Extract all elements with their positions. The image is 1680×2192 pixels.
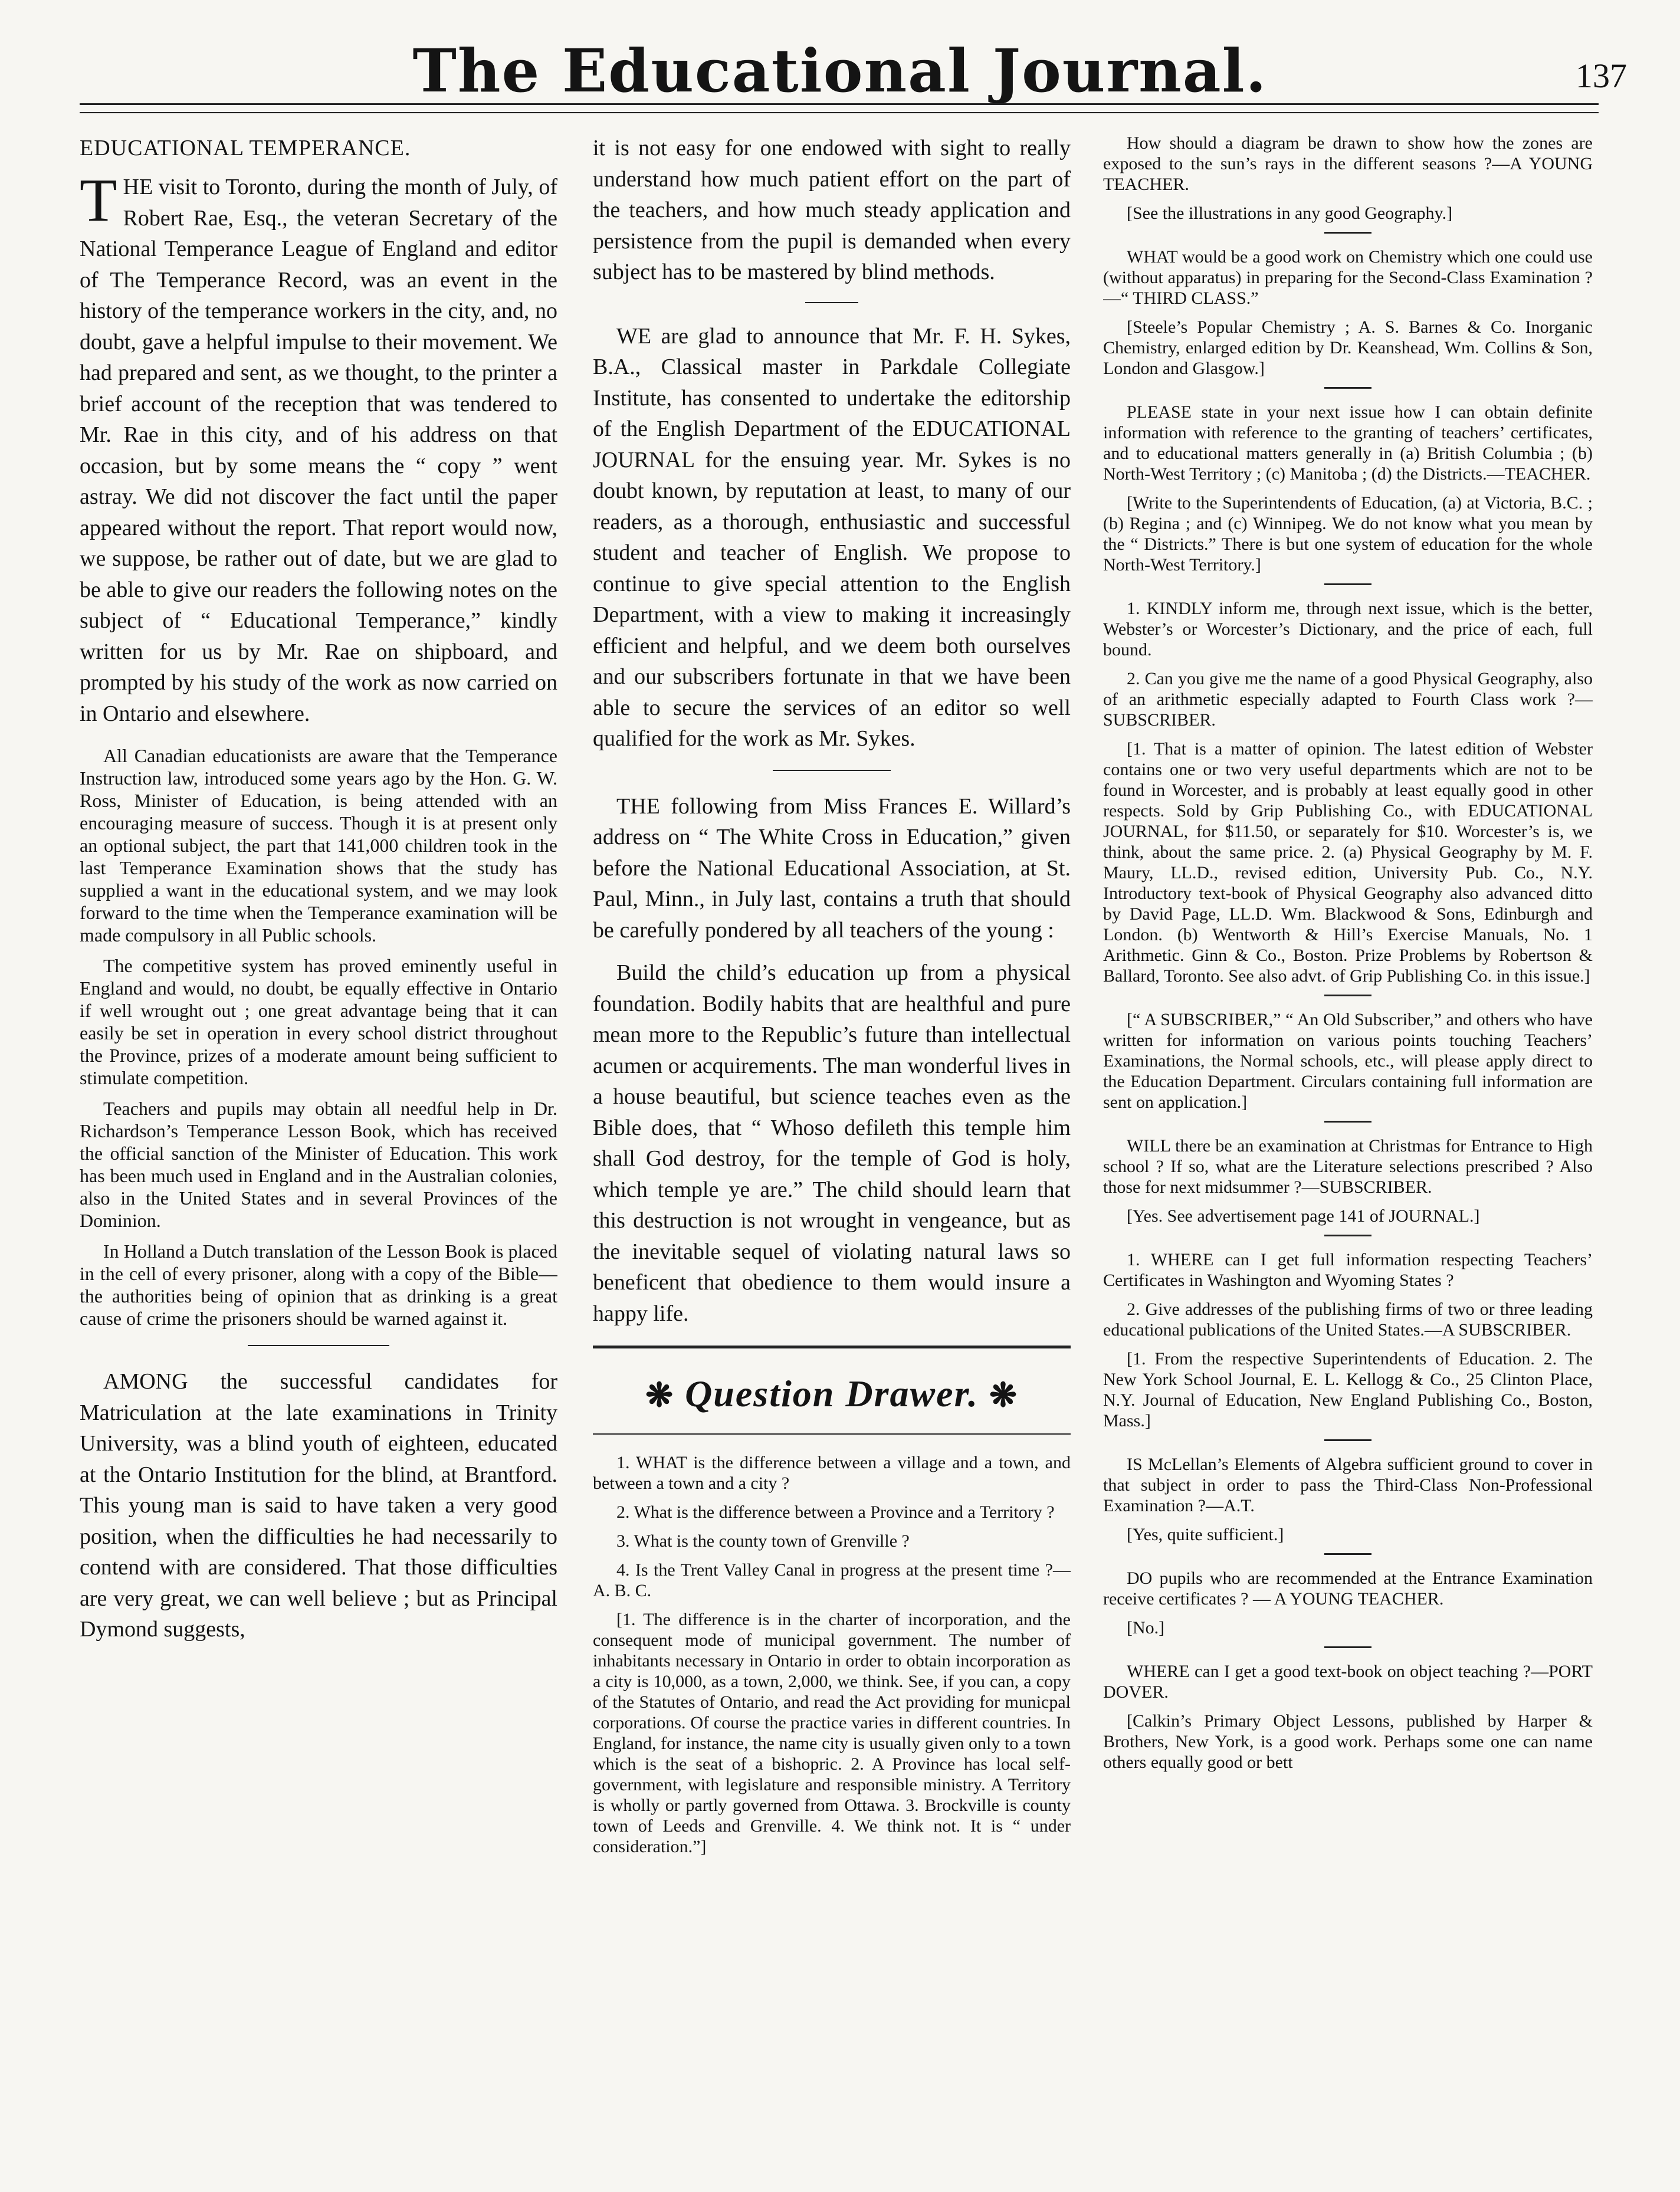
masthead-rule	[80, 103, 1599, 105]
section-divider	[248, 1345, 389, 1346]
section-divider	[773, 770, 891, 771]
answer: [No.]	[1127, 1618, 1165, 1638]
answer: [Calkin’s Primary Object Lessons, published by Harper & Brothers, New York, is a good work. Perhaps some one can name others equally good or bett	[1103, 1711, 1593, 1772]
question: 1. WHAT is the difference between a village and a town, and between a town and a city ?	[593, 1453, 1071, 1493]
answer: [1. That is a matter of opinion. The latest edition of Webster contains one or two very useful departments which are not to be found in Worcester, and is probably at least equally good in other respects. Sold by Grip Publishing Co., with EDUCATIONAL JOURNAL, for $11.50, or separately for $10. Worcester’s is, we think, about the same price. 2. (a) Physical Geography by M. F. Maury, LL.D., revised edition, University Pub. Co., N.Y. Introductory text-book of Physical Geography also advanced ditto by David Page, LL.D. Wm. Blackwood & Sons, Edinburgh and London. (b) Wentworth & Hill’s Exercise Manuals, No. 1 Arithmetic. Ginn & Co., Boston. Prize Problems by Robertson & Ballard, Toronto. See also advt. of Grip Publishing Co. in this issue.]	[1103, 739, 1593, 986]
section-divider	[1324, 583, 1371, 585]
section-divider	[805, 302, 858, 303]
question: DO pupils who are recommended at the Entrance Examination receive certificates ? — A YOUNG TEACHER.	[1103, 1568, 1593, 1609]
ornament-icon: ❋	[645, 1377, 675, 1414]
question: 2. Can you give me the name of a good Physical Geography, also of an arithmetic especially adapted to Fourth Class work ?—SUBSCRIBER.	[1103, 669, 1593, 730]
section-divider	[1324, 1235, 1371, 1236]
paragraph: WE are glad to announce that Mr. F. H. Sykes, B.A., Classical master in Parkdale Collegiate Institute, has consented to undertake the editorship of the English Department of the EDUCATIONAL JOURNAL for the ensuing year. Mr. Sykes is no doubt known, by reputation at least, to many of our readers, as a thorough, enthusiastic and successful student and teacher of English. We propose to continue to give special attention to the English Department, with a view to making it increasingly efficient and helpful, and we deem both ourselves and our subscribers fortunate in that we have been able to secure the services of an editor so well qualified for the work as Mr. Sykes.	[593, 323, 1071, 751]
block-quote: Build the child’s education up from a physical foundation. Bodily habits that are healthful and pure mean more to the Republic’s future than intellectual acumen or acquirements. The man wonderful lives in a house beautiful, but science teaches even as the Bible does, that “ Whoso defileth this temple him shall God destroy, for the temple of God is holy, which temple ye are.” The child should learn that this destruction is not wrought in vengeance, but as the inevitable sequel of violating natural laws so beneficent that obedience to them would insure a happy life.	[593, 960, 1071, 1326]
paragraph: AMONG the successful candidates for Matriculation at the late examinations in Trinity University, was a blind youth of eighteen, educated at the Ontario Institution for the blind, at Brantford. This young man is said to have taken a very good position, when the difficulties he had necessarily to contend with are considered. That those difficulties are very great, we can well believe ; but as Principal Dymond suggests,	[80, 1369, 557, 1642]
paragraph: In Holland a Dutch translation of the Lesson Book is placed in the cell of every prisoner, along with a copy of the Bible— the authorities being of opinion that as drinking is a great cause of crime the prisoners should be warned against it.	[80, 1241, 557, 1329]
paragraph: Teachers and pupils may obtain all needful help in Dr. Richardson’s Temperance Lesson Book, which has received the official sanction of the Minister of Education. This work has been much used in England and in the Australian colonies, also in the United States and in several Provinces of the Dominion.	[80, 1098, 557, 1231]
section-divider	[1324, 1646, 1371, 1648]
question: 3. What is the county town of Grenville ?	[616, 1531, 910, 1551]
question: 2. What is the difference between a Province and a Territory ?	[616, 1502, 1055, 1522]
answer: [Write to the Superintendents of Education, (a) at Victoria, B.C. ; (b) Regina ; and (c) Winnipeg. We do not know what you mean by the “ Districts.” There is but one system of education for the whole North-West Territory.]	[1103, 493, 1593, 575]
question: 1. WHERE can I get full information respecting Teachers’ Certificates in Washington and Wyoming States ?	[1103, 1250, 1593, 1290]
section-divider	[1324, 232, 1371, 234]
answer: [Yes. See advertisement page 141 of JOURNAL.]	[1127, 1206, 1480, 1226]
section-divider	[1324, 1439, 1371, 1441]
column-2	[593, 133, 1071, 2168]
section-divider	[1324, 1121, 1371, 1123]
answer: [Yes, quite sufficient.]	[1127, 1525, 1284, 1544]
notice: [“ A SUBSCRIBER,” “ An Old Subscriber,” and others who have written for information on various points touching Teachers’ Examinations, the Normal schools, etc., will please apply direct to the Education Department. Circulars containing full information are sent on application.]	[1103, 1010, 1593, 1112]
question: 4. Is the Trent Valley Canal in progress at the present time ?—A. B. C.	[593, 1560, 1071, 1600]
paragraph: The competitive system has proved eminently useful in England and would, no doubt, be equally effective in Ontario if well wrought out ; one great advantage being that it can easily be set in operation in every school district throughout the Province, prizes of a moderate amount being sufficient to stimulate competition.	[80, 955, 557, 1088]
question: How should a diagram be drawn to show how the zones are exposed to the sun’s rays in the different seasons ?—A YOUNG TEACHER.	[1103, 133, 1593, 194]
answer: [1. The difference is in the charter of incorporation, and the consequent mode of municipal government. The number of inhabitants necessary in Ontario in order to obtain incorporation as a city is 10,000, as a town, 2,000, we think. See, if you can, a copy of the Statutes of Ontario, and read the Act providing for municpal corporations. Of course the practice varies in different countries. In England, for instance, the name city is usually given only to a town which is the seat of a bishopric. 2. A Province has local self-government, with legislature and responsible ministry. A Territory is wholly or partly governed from Ottawa. 3. Brockville is county town of Leeds and Grenville. 4. We think not. It is “ under consideration.”]	[593, 1610, 1071, 1856]
ornament-icon: ❋	[989, 1377, 1018, 1414]
paragraph: All Canadian educationists are aware that the Temperance Instruction law, introduced some years ago by the Hon. G. W. Ross, Minister of Education, is being attended with an encouraging measure of success. Though it is at present only an optional subject, the part that 141,000 children took in the last Temperance Examination shows that the study has supplied a want in the educational system, and we may look forward to the time when the Temperance examination will be made compulsory in all Public schools.	[80, 745, 557, 946]
question: WHAT would be a good work on Chemistry which one could use (without apparatus) in preparing for the Second-Class Examination ?—“ THIRD CLASS.”	[1103, 247, 1593, 308]
question: PLEASE state in your next issue how I can obtain definite information with reference to the granting of teachers’ certificates, and to educational matters generally in (a) British Columbia ; (b) North-West Territory ; (c) Manitoba ; (d) the Districts.—TEACHER.	[1103, 402, 1593, 484]
section-divider	[1324, 995, 1371, 996]
answer: [1. From the respective Superintendents of Education. 2. The New York School Journal, E. L. Kellogg & Co., 25 Clinton Place, N.Y. Journal of Education, New England Publishing Co., Boston, Mass.]	[1103, 1349, 1593, 1430]
column-3	[1103, 133, 1593, 2168]
masthead-title: The Educational Journal.	[412, 36, 1268, 106]
masthead-rule-lower	[80, 112, 1599, 113]
question-drawer-banner	[593, 1346, 1071, 1435]
paragraph: THE following from Miss Frances E. Willard’s address on “ The White Cross in Education,” given before the National Educational Association, at St. Paul, Minn., in July last, contains a truth that should be carefully pondered by all teachers of the young :	[593, 793, 1071, 943]
intro-text: HE visit to Toronto, during the month of July, of Robert Rae, Esq., the veteran Secretary of the National Temperance League of England and editor of The Temperance Record, was an event in the history of the temperance workers in the city, and, no doubt, gave a helpful impulse to their movement. We had prepared and sent, as we thought, to the printer a brief account of the reception that was tendered to Mr. Rae in this city, and of his address on that occasion, but by some means the “ copy ” went astray. We did not discover the fact until the paper appeared without the report. That report would now, we suppose, be rather out of date, but we are glad to be able to give our readers the following notes on the subject of “ Educational Temperance,” kindly written for us by Mr. Rae on shipboard, and prompted by his study of the work as now carried on in Ontario and elsewhere.	[80, 175, 557, 726]
question: IS McLellan’s Elements of Algebra sufficient ground to cover in that subject in order to pass the Third-Class Non-Professional Examination ?—A.T.	[1103, 1455, 1593, 1515]
page-number: 137	[1576, 57, 1627, 95]
drop-cap: T	[80, 166, 117, 234]
question: WILL there be an examination at Christmas for Entrance to High school ? If so, what are the Literature selections prescribed ? Also those for next midsummer ?—SUBSCRIBER.	[1103, 1136, 1593, 1197]
column-1	[80, 133, 557, 2168]
section-divider	[1324, 1553, 1371, 1555]
question-drawer-title: Question Drawer.	[685, 1373, 979, 1415]
section-divider	[1324, 387, 1371, 389]
question: WHERE can I get a good text-book on object teaching ?—PORT DOVER.	[1103, 1662, 1593, 1702]
article-intro	[80, 166, 557, 729]
question: 1. KINDLY inform me, through next issue, which is the better, Webster’s or Worcester’s Dictionary, and the price of each, full bound.	[1103, 599, 1593, 659]
answer: [Steele’s Popular Chemistry ; A. S. Barnes & Co. Inorganic Chemistry, enlarged edition by Dr. Keanshead, Wm. Collins & Son, London and Glasgow.]	[1103, 317, 1593, 378]
article-heading: EDUCATIONAL TEMPERANCE.	[80, 136, 411, 160]
question: 2. Give addresses of the publishing firms of two or three leading educational publications of the United States.—A SUBSCRIBER.	[1103, 1300, 1593, 1340]
paragraph: it is not easy for one endowed with sight to really understand how much patient effort on the part of the teachers, and how much steady application and persistence from the pupil is demanded when every subject has to be mastered by blind methods.	[593, 136, 1071, 284]
answer: [See the illustrations in any good Geography.]	[1127, 204, 1453, 223]
